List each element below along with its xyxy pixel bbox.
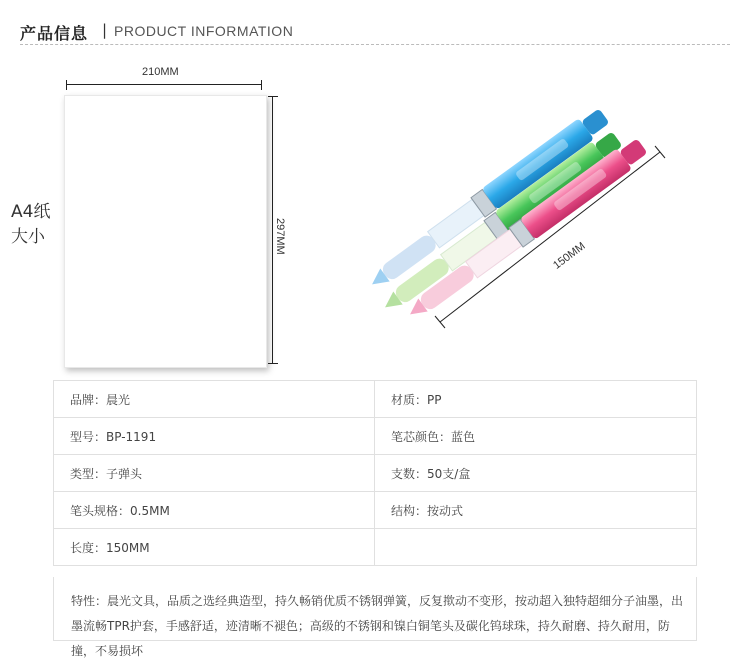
header-separator: |	[102, 21, 108, 39]
a4-paper-image	[64, 95, 267, 368]
paper-height-label: 297MM	[274, 218, 286, 255]
features-box	[53, 577, 697, 658]
header-title-en: PRODUCT INFORMATION	[114, 23, 294, 39]
paper-width-dimension-line	[66, 84, 262, 85]
table-row	[54, 529, 697, 566]
a4-size-label: A4纸大小	[11, 202, 51, 247]
spec-type: 类型：子弹头	[54, 455, 375, 492]
spec-structure: 结构：按动式	[375, 492, 697, 529]
spec-quantity: 支数：50支/盒	[375, 455, 697, 492]
features-text: 特性：晨光文具，品质之选经典造型，持久畅销优质不锈钢弹簧，反复揿动不变形，按动超入独特超细分子油墨，出墨流畅TPR护套，手感舒适，迹清晰不褪色；高级的不锈钢和镍白铜笔头及碳化钨球珠，持久耐磨、持久耐用，防撞，不易损坏	[71, 594, 684, 658]
spec-tip-size: 笔头规格：0.5MM	[54, 492, 375, 529]
green-pen	[377, 128, 624, 318]
section-header	[20, 18, 730, 44]
paper-width-label: 210MM	[142, 66, 179, 78]
pen-length-label: 150MM	[551, 240, 588, 272]
table-row	[54, 381, 697, 418]
pens-product-image	[360, 60, 700, 360]
header-title-cn: 产品信息	[20, 24, 89, 43]
spec-empty-cell	[375, 529, 697, 566]
spec-table	[53, 380, 697, 566]
table-row	[54, 492, 697, 529]
spec-model: 型号：BP-1191	[54, 418, 375, 455]
table-row	[54, 418, 697, 455]
spec-brand: 品牌：晨光	[54, 381, 375, 418]
spec-ink-color: 笔芯颜色：蓝色	[375, 418, 697, 455]
table-row	[54, 455, 697, 492]
spec-length: 长度：150MM	[54, 529, 375, 566]
header-divider	[20, 44, 730, 45]
spec-material: 材质：PP	[375, 381, 697, 418]
paper-height-dimension-line	[272, 96, 273, 364]
